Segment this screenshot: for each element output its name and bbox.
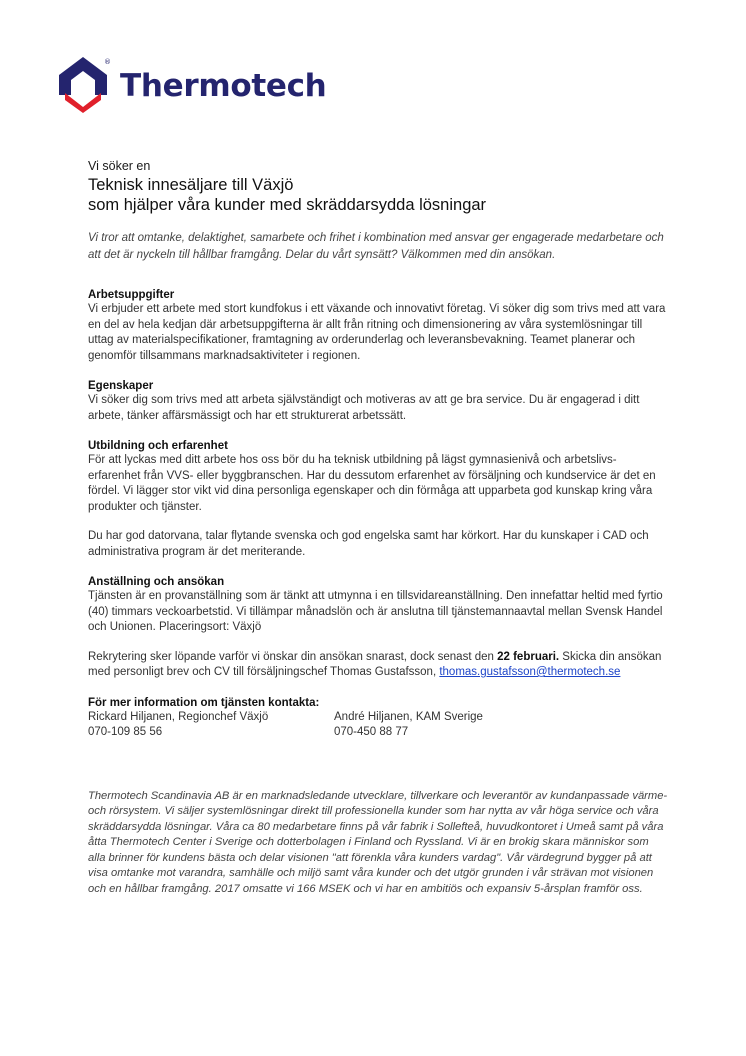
application-text-start: Rekrytering sker löpande varför vi önskar din ansökan snarast, dock senast den [88, 650, 498, 663]
contact-phone: 070-109 85 56 [88, 726, 163, 738]
application-text-end: Skicka din ansökan med personligt brev och CV till försäljningschef Thomas Gustafsson, [88, 650, 662, 678]
section-title-employment: Anställning och ansökan [88, 576, 225, 588]
section-title-education: Utbildning och erfarenhet [88, 440, 228, 452]
section-title-tasks: Arbetsuppgifter [88, 289, 175, 301]
headline-line-1: Teknisk innesäljare till Växjö [88, 176, 294, 194]
company-description: Thermotech Scandinavia AB är en marknadsledande utvecklare, tillverkare och leverantör av kundanpassade värme- och rörsystem. Vi säljer systemlösningar direkt till professionella kunder som har nytta av vår höga service och våra skräddarsydda lösningar. Våra ca 80 medarbetare finns på vår fabrik i Sollefteå, huvudkontoret i Umeå samt på våra åtta Thermotech Center i Sverige och dotterbolagen i Finland och Ryssland. Vi är en brokig skara människor som alla brinner för kundens bästa och delar visionen "att förenkla våra kunders vardag". Vår värdegrund bygger på att visa omtanke mot varandra, samhälle och miljö samt våra kunder och det utgör grunden i vår strävan mot visionen och en hållbar framgång. 2017 omsatte vi 166 MSEK och vi har en ambitiös och expansiv 5-årsplan framför oss. [88, 789, 668, 895]
section-title-qualities: Egenskaper [88, 380, 154, 392]
contact-title: För mer information om tjänsten kontakta: [88, 696, 320, 709]
contact-phone: 070-450 88 77 [334, 726, 409, 738]
email-link[interactable]: thomas.gustafsson@thermotech.se [439, 666, 621, 678]
contact-name: André Hiljanen, KAM Sverige [334, 710, 483, 723]
contact-name: Rickard Hiljanen, Regionchef Växjö [88, 710, 269, 723]
section-text-qualities: Vi söker dig som trivs med att arbeta självständigt och motiveras av att ge bra service. Du är engagerad i ditt arbete, tänker affärsmässigt och har ett strukturerat arbetssätt. [88, 394, 640, 422]
deadline-date: 22 februari. [497, 650, 560, 663]
section-text-tasks: Vi erbjuder ett arbete med stort kundfokus i ett växande och innovativt företag. Vi söker dig som trivs med att vara en del av hela kedjan där arbetsuppgifterna är allt från ritning och dimensionering av våra systemlösningar till uttag av materialspecifikationer, framtagning av orderunderlag och leveransbevakning. Teamet planerar och genomför tillsammans marknadsaktiviteter i regionen. [88, 303, 666, 362]
section-text-employment-1: Tjänsten är en provanställning som är tänkt att utmynna i en tillsvidareanställning. Den innefattar heltid med fyrtio (40) timmars veckoarbetstid. Vi tillämpar månadslön och är anslutna till tjänstemannaavtal mellan Svensk Handel och Unionen. Placeringsort: Växjö [88, 590, 663, 633]
registered-mark: ® [104, 58, 111, 66]
thermotech-logo [55, 55, 326, 113]
section-text-education-2: Du har god datorvana, talar flytande svenska och god engelska samt har körkort. Har du kunskaper i CAD och administrativa program är det meriterande. [88, 530, 649, 558]
kicker: Vi söker en [88, 159, 151, 173]
contact-person [334, 710, 580, 741]
logo-wordmark: Thermotech [120, 67, 327, 104]
house-drop-icon [55, 55, 111, 113]
contact-person [88, 710, 334, 741]
job-ad-content [88, 158, 668, 897]
headline-line-2: som hjälper våra kunder med skräddarsydda lösningar [88, 196, 487, 214]
section-text-education-1: För att lyckas med ditt arbete hos oss bör du ha teknisk utbildning på lägst gymnasienivå och arbetslivs-erfarenhet från VVS- eller byggbranschen. Har du dessutom erfarenhet av försäljning och kundservice är det en fördel. Vi lägger stor vikt vid dina personliga egenskaper och din förmåga att upparbeta god kunskap kring våra produkter och tjänster. [88, 454, 656, 513]
contact-list [88, 710, 668, 741]
section-text-employment-2 [88, 650, 668, 681]
lead-paragraph: Vi tror att omtanke, delaktighet, samarbete och frihet i kombination med ansvar ger engagerade medarbetare och att det är nyckeln till hållbar framgång. Delar du vårt synsätt? Välkommen med din ansökan. [88, 232, 664, 261]
